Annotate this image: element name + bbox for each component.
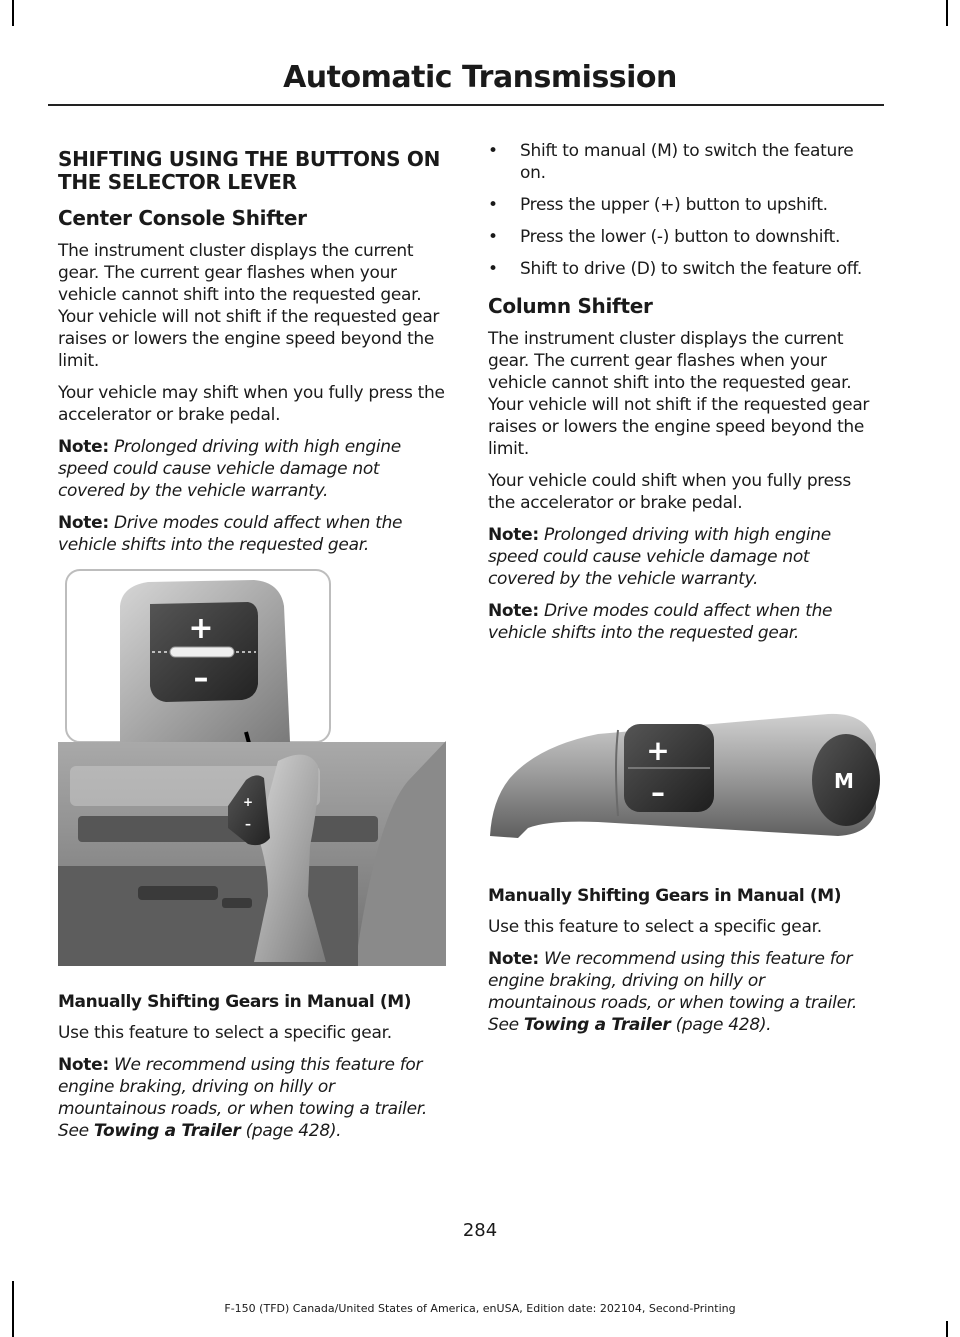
console-inset-plus-label: + [188, 611, 214, 646]
note [488, 600, 876, 644]
right-column [488, 140, 876, 1046]
note [488, 948, 876, 1036]
list-item: • Press the lower (-) button to downshift. [488, 227, 841, 247]
note-label: Note: [58, 513, 109, 533]
paragraph: The instrument cluster displays the current gear. The current gear flashes when your vehicle cannot shift into the requested gear. Your vehicle will not shift if the requested gear raises or lowers the engine speed beyond the limit. [58, 241, 440, 371]
page-reference: (page 428). [675, 1015, 772, 1035]
console-scene-minus-label: – [245, 817, 251, 831]
paragraph: Use this feature to select a specific gear. [58, 1023, 392, 1043]
note-text: We recommend using this feature for engine braking, driving on hilly or mountainous roads, or when towing a trailer. See [488, 949, 857, 1035]
note [58, 1054, 446, 1142]
center-console-shifter-illustration [58, 566, 446, 970]
crop-mark-bottom-right [946, 1321, 948, 1337]
note-label: Note: [488, 601, 539, 621]
note-label: Note: [488, 949, 539, 969]
subheading-manual-mode: Manually Shifting Gears in Manual (M) [488, 886, 842, 906]
console-scene-plus-label: + [242, 795, 254, 809]
page-title: Automatic Transmission [283, 60, 677, 95]
note [488, 524, 876, 590]
note [58, 512, 446, 556]
note-label: Note: [488, 525, 539, 545]
crop-mark-top-right [946, 0, 948, 26]
towing-trailer-link[interactable]: Towing a Trailer [523, 1015, 671, 1035]
bullet: • [488, 195, 498, 215]
list-item: • Shift to manual (M) to switch the feature on. [488, 141, 854, 183]
section-heading: SHIFTING USING THE BUTTONS ON THE SELECTOR LEVER [58, 147, 441, 194]
column-m-label: M [834, 769, 854, 793]
footer-edition-info: F-150 (TFD) Canada/United States of America, enUSA, Edition date: 202104, Second-Printing [224, 1302, 736, 1315]
column-shifter-svg [488, 704, 880, 844]
bullet: • [488, 141, 498, 161]
note-text: Prolonged driving with high engine speed could cause vehicle damage not covered by the vehicle warranty. [488, 525, 831, 589]
list-item: • Shift to drive (D) to switch the feature off. [488, 259, 862, 279]
bullet: • [488, 227, 498, 247]
console-inset-minus-label: – [193, 661, 209, 696]
page-number: 284 [462, 1220, 498, 1241]
column-plus-label: + [646, 734, 670, 767]
crop-mark-top-left [12, 0, 14, 26]
page-reference: (page 428). [245, 1121, 342, 1141]
subheading-column-shifter: Column Shifter [488, 294, 653, 318]
subheading-center-console: Center Console Shifter [58, 206, 307, 230]
manual-steps-list [488, 140, 876, 280]
note-text: Prolonged driving with high engine speed could cause vehicle damage not covered by the vehicle warranty. [58, 437, 401, 501]
bullet: • [488, 259, 498, 279]
paragraph: Use this feature to select a specific gear. [488, 917, 822, 937]
note-label: Note: [58, 437, 109, 457]
note-text: Drive modes could affect when the vehicle shifts into the requested gear. [488, 601, 833, 643]
column-minus-label: – [651, 776, 665, 809]
subheading-manual-mode: Manually Shifting Gears in Manual (M) [58, 992, 412, 1012]
left-column [58, 140, 446, 1152]
note [58, 436, 446, 502]
paragraph: Your vehicle may shift when you fully press the accelerator or brake pedal. [58, 383, 445, 425]
list-item: • Press the upper (+) button to upshift. [488, 195, 828, 215]
header-divider [48, 104, 884, 106]
towing-trailer-link[interactable]: Towing a Trailer [93, 1121, 241, 1141]
paragraph: The instrument cluster displays the current gear. The current gear flashes when your vehicle cannot shift into the requested gear. Your vehicle will not shift if the requested gear raises or lowers the engine speed beyond the limit. [488, 329, 870, 459]
note-text: Drive modes could affect when the vehicle shifts into the requested gear. [58, 513, 403, 555]
column-shifter-illustration [488, 704, 876, 848]
note-text: We recommend using this feature for engine braking, driving on hilly or mountainous roads, or when towing a trailer. See [58, 1055, 427, 1141]
console-shifter-svg [58, 566, 446, 966]
note-label: Note: [58, 1055, 109, 1075]
paragraph: Your vehicle could shift when you fully press the accelerator or brake pedal. [488, 471, 851, 513]
